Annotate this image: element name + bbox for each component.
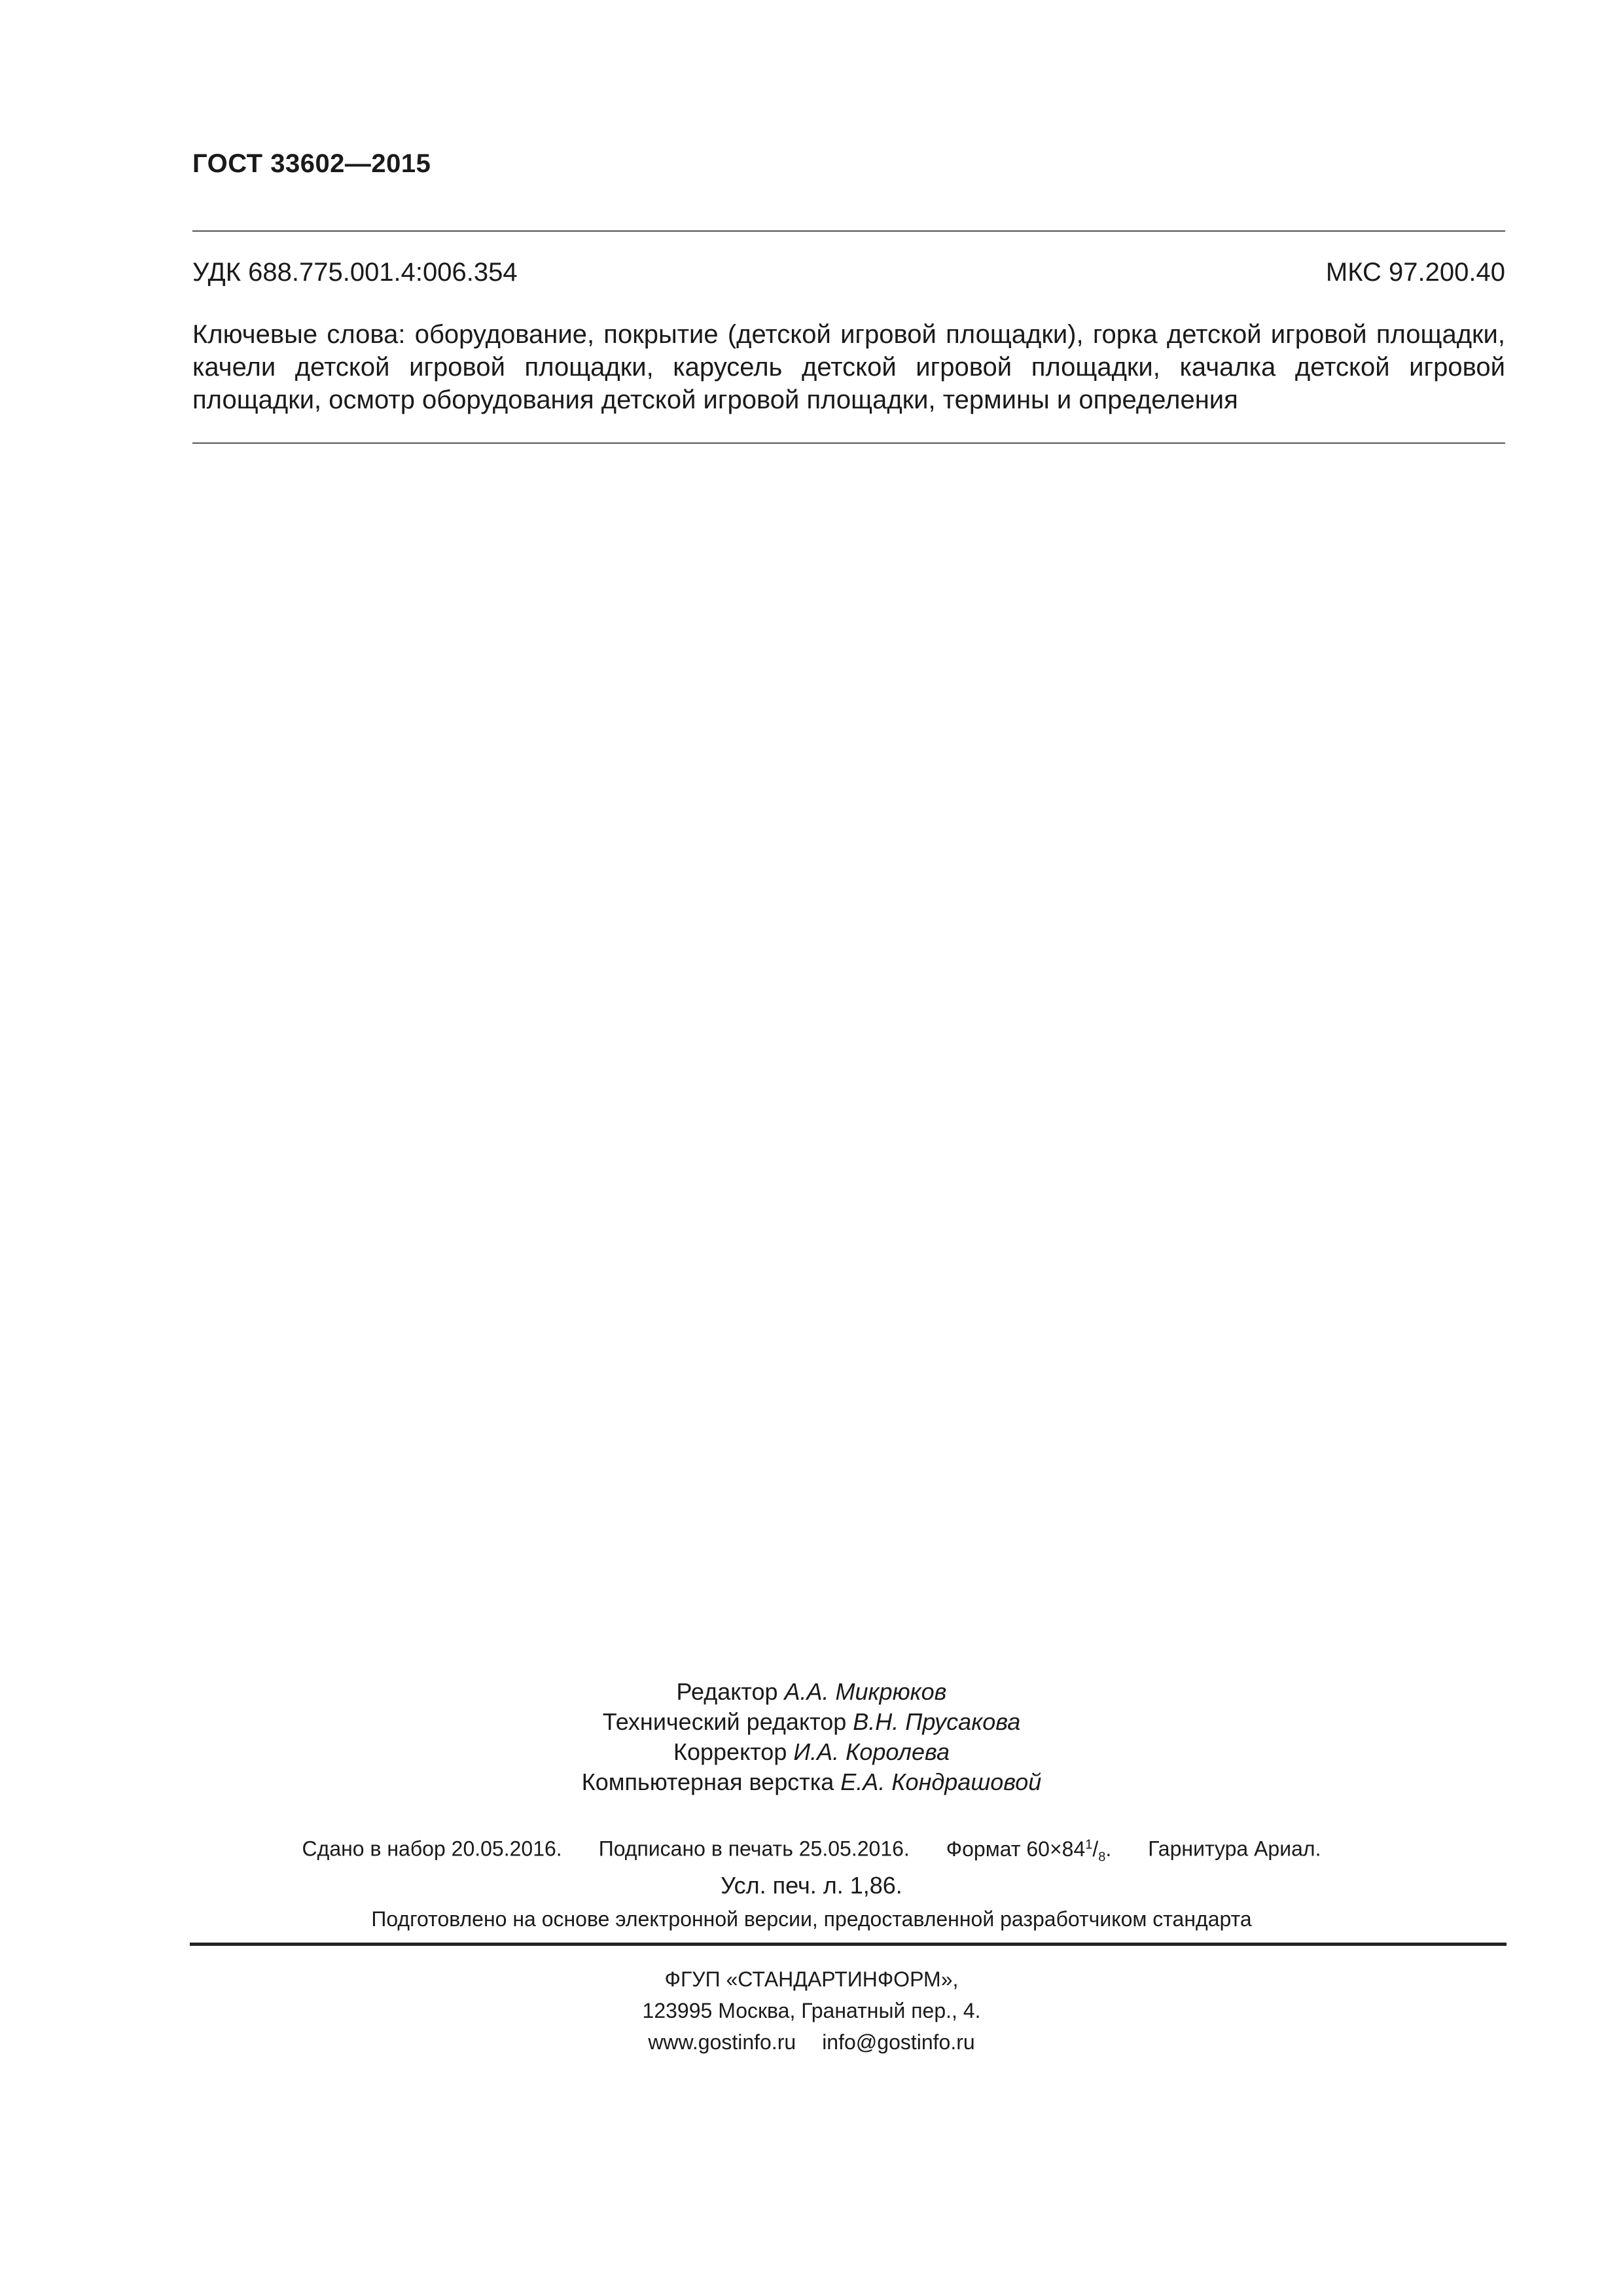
credits-block [0, 1677, 1623, 1797]
classification-row [192, 258, 1505, 287]
credit-layout: Компьютерная верстка Е.А. Кондрашовой [581, 1768, 1042, 1795]
keywords-paragraph: Ключевые слова: оборудование, покрытие (детской игровой площадки), горка детской игровой площадки, качели детской игровой площадки, карусель детской игровой площадки, качалка детской игровой площадки, осмотр оборудования детской игровой площадки, термины и определения [192, 320, 1505, 414]
publisher-contacts [0, 2026, 1623, 2058]
publisher-email[interactable]: info@gostinfo.ru [822, 2030, 975, 2054]
credit-editor: Редактор А.А. Микрюков [676, 1678, 947, 1705]
prepared-note: Подготовлено на основе электронной версии, предоставленной разработчиком стандарта [371, 1907, 1252, 1931]
signed-date: Подписано в печать 25.05.2016. [598, 1837, 910, 1861]
mks-code: МКС 97.200.40 [1325, 258, 1505, 287]
credit-tech-editor: Технический редактор В.Н. Прусакова [602, 1708, 1021, 1735]
keywords-divider [192, 442, 1505, 444]
credit-corrector: Корректор И.А. Королева [673, 1738, 950, 1765]
publisher-address: 123995 Москва, Гранатный пер., 4. [642, 1999, 981, 2022]
standard-number: ГОСТ 33602—2015 [192, 149, 431, 178]
submitted-date: Сдано в набор 20.05.2016. [302, 1837, 562, 1861]
udk-code: УДК 688.775.001.4:006.354 [192, 258, 518, 287]
printed-sheets: Усл. печ. л. 1,86. [721, 1872, 902, 1899]
publisher-name: ФГУП «СТАНДАРТИНФОРМ», [664, 1967, 959, 1991]
publisher-website[interactable]: www.gostinfo.ru [648, 2030, 796, 2054]
publisher-divider [190, 1943, 1507, 1946]
print-info-line [0, 1830, 1623, 1871]
typeface: Гарнитура Ариал. [1148, 1837, 1321, 1861]
print-info [0, 1830, 1623, 1900]
publisher-block [0, 1964, 1623, 2058]
paper-format: Формат $60\times 84^1/_8$. [946, 1837, 1112, 1865]
top-divider [192, 230, 1505, 232]
